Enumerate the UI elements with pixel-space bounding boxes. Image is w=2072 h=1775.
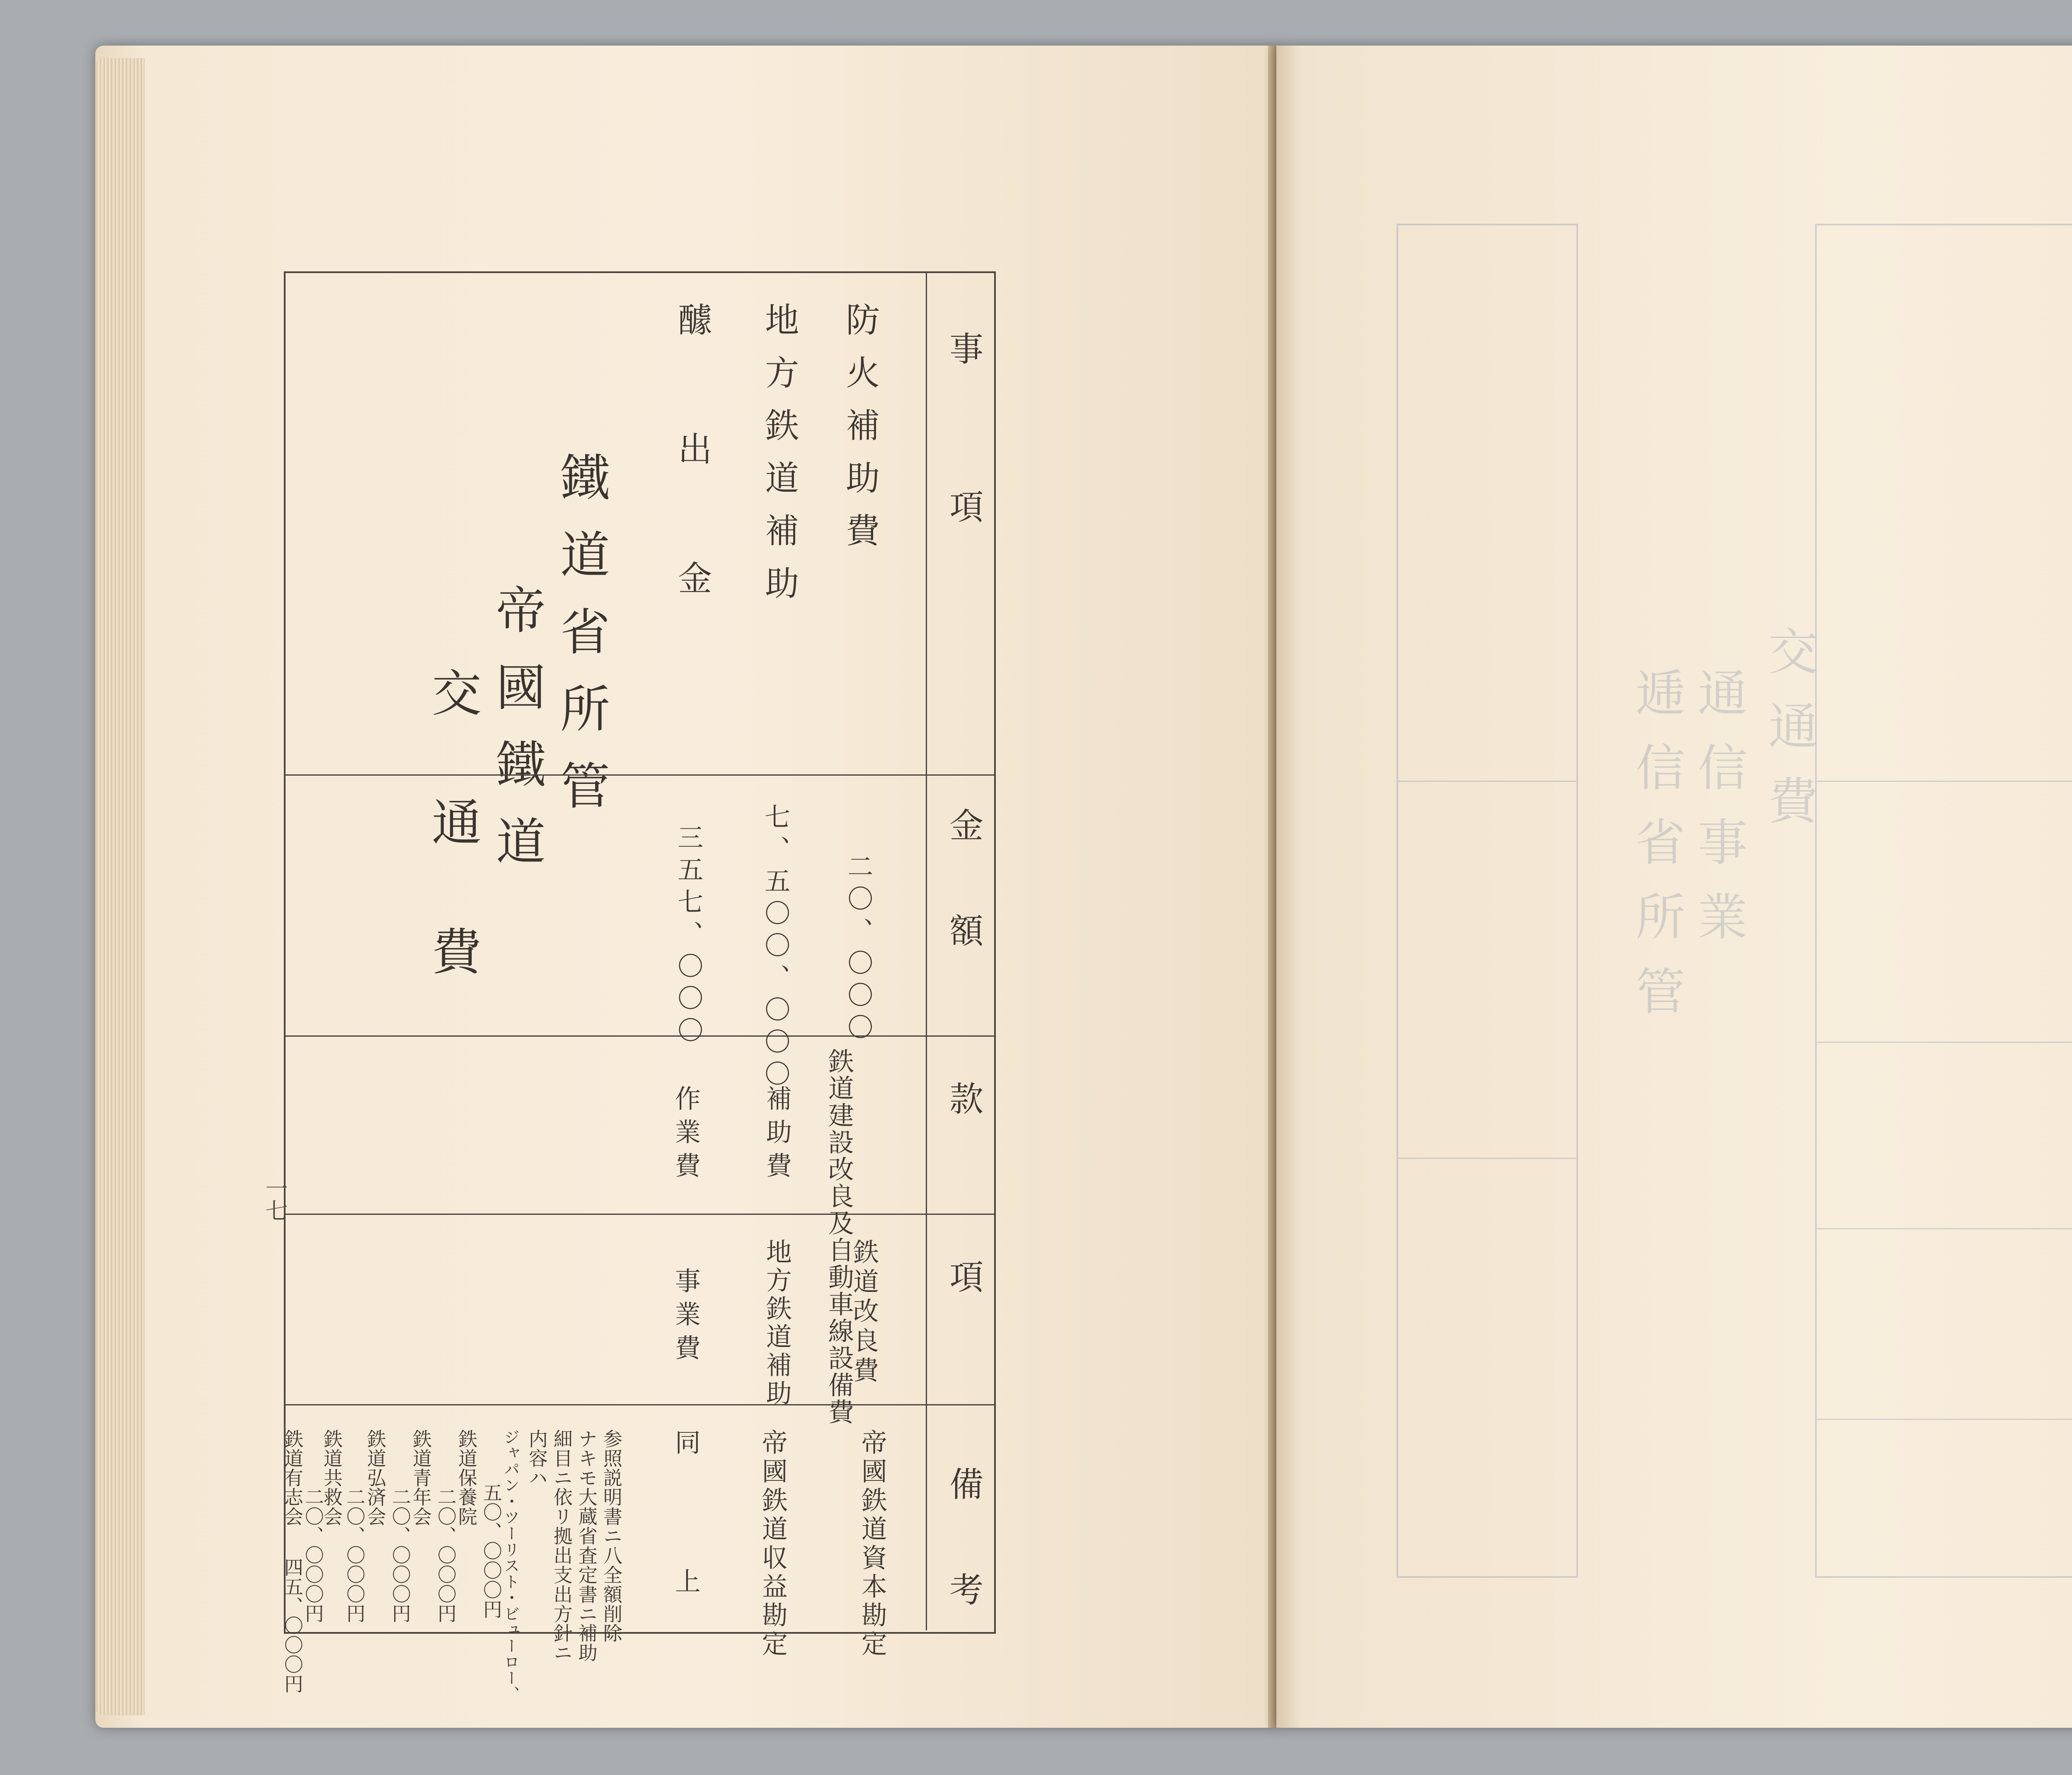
row3-kingaku: 三五七、〇〇〇	[673, 824, 704, 1049]
budget-table	[281, 271, 996, 1702]
row1-kingaku: 二〇、〇〇〇	[843, 853, 874, 1046]
bleed-through-table	[1815, 224, 2072, 1578]
note-line: 細目ニ依リ拠出支出方針ニ	[550, 1429, 573, 1663]
note-line: 鉄道有志会	[281, 1429, 304, 1526]
right-page	[1276, 46, 2072, 1728]
note-line: 参照説明書ニ八全額削除	[600, 1429, 623, 1643]
page-number-left: 一七	[262, 1177, 288, 1221]
header-bikou: 備 考	[944, 1466, 983, 1625]
left-page	[95, 46, 1278, 1728]
header-jikou: 事 項	[944, 331, 983, 542]
note-line: 四五、〇〇〇円	[281, 1557, 304, 1694]
header-kou: 項	[944, 1259, 983, 1312]
open-book	[83, 46, 2072, 1732]
row1-kou: 鉄道改良費	[849, 1238, 879, 1386]
row3-kan: 作業費	[670, 1085, 701, 1185]
row3-bikou: 同 上	[670, 1429, 701, 1614]
row2-jikou: 地方鉄道補助	[759, 302, 799, 618]
note-line: 鉄道保養院	[455, 1429, 478, 1526]
header-kan: 款	[944, 1081, 983, 1134]
divider	[286, 1404, 994, 1405]
row2-kan: 補助費	[762, 1085, 792, 1185]
row1-kan: 鉄道建設改良及自動車線設備費	[824, 1048, 854, 1426]
row1-jikou: 防火補助費	[840, 302, 880, 566]
account-title: 帝國鐵道	[488, 584, 545, 892]
header-kingaku: 金 額	[944, 808, 983, 966]
page-edge-left	[95, 58, 145, 1715]
row2-bikou: 帝國鉄道収益勘定	[758, 1429, 788, 1659]
note-line: 鉄道青年会	[409, 1429, 432, 1526]
note-line: 二〇、〇〇〇円	[389, 1487, 411, 1623]
note-line: 鉄道弘済会	[364, 1429, 387, 1526]
row1-bikou: 帝國鉄道資本勘定	[857, 1429, 888, 1659]
item-title: 交通費	[424, 667, 481, 1055]
bleed-through-text: 通信事業	[1690, 667, 1747, 965]
note-line: 二〇、〇〇〇円	[434, 1487, 457, 1623]
bleed-through-text: 逓信省所管	[1627, 667, 1685, 1040]
note-line: 二〇、〇〇〇円	[343, 1487, 366, 1623]
row2-kingaku: 七、五〇〇、〇〇〇	[760, 803, 791, 1093]
row3-jikou: 醵出金	[672, 302, 712, 689]
row2-kou: 地方鉄道補助	[762, 1238, 792, 1408]
note-line: 五〇、〇〇〇円	[480, 1483, 503, 1619]
divider	[286, 1214, 994, 1215]
divider	[286, 774, 994, 776]
bleed-through-text: 交通費	[1760, 626, 1818, 849]
divider	[926, 774, 927, 1630]
note-line: ナキモ大蔵省査定書ニ補助	[575, 1429, 598, 1663]
note-line: ジャパン・ツーリスト・ビューロー、	[501, 1429, 520, 1702]
divider	[286, 1035, 994, 1037]
ministry-title: 鐵道省所管	[552, 452, 610, 837]
row3-kou: 事業費	[670, 1267, 701, 1368]
divider	[926, 273, 927, 774]
note-line: 内容ハ	[525, 1429, 548, 1487]
note-line: 鉄道共救会	[320, 1429, 343, 1526]
bleed-through-table	[1397, 224, 1578, 1578]
note-line: 二〇、〇〇〇円	[302, 1487, 324, 1623]
